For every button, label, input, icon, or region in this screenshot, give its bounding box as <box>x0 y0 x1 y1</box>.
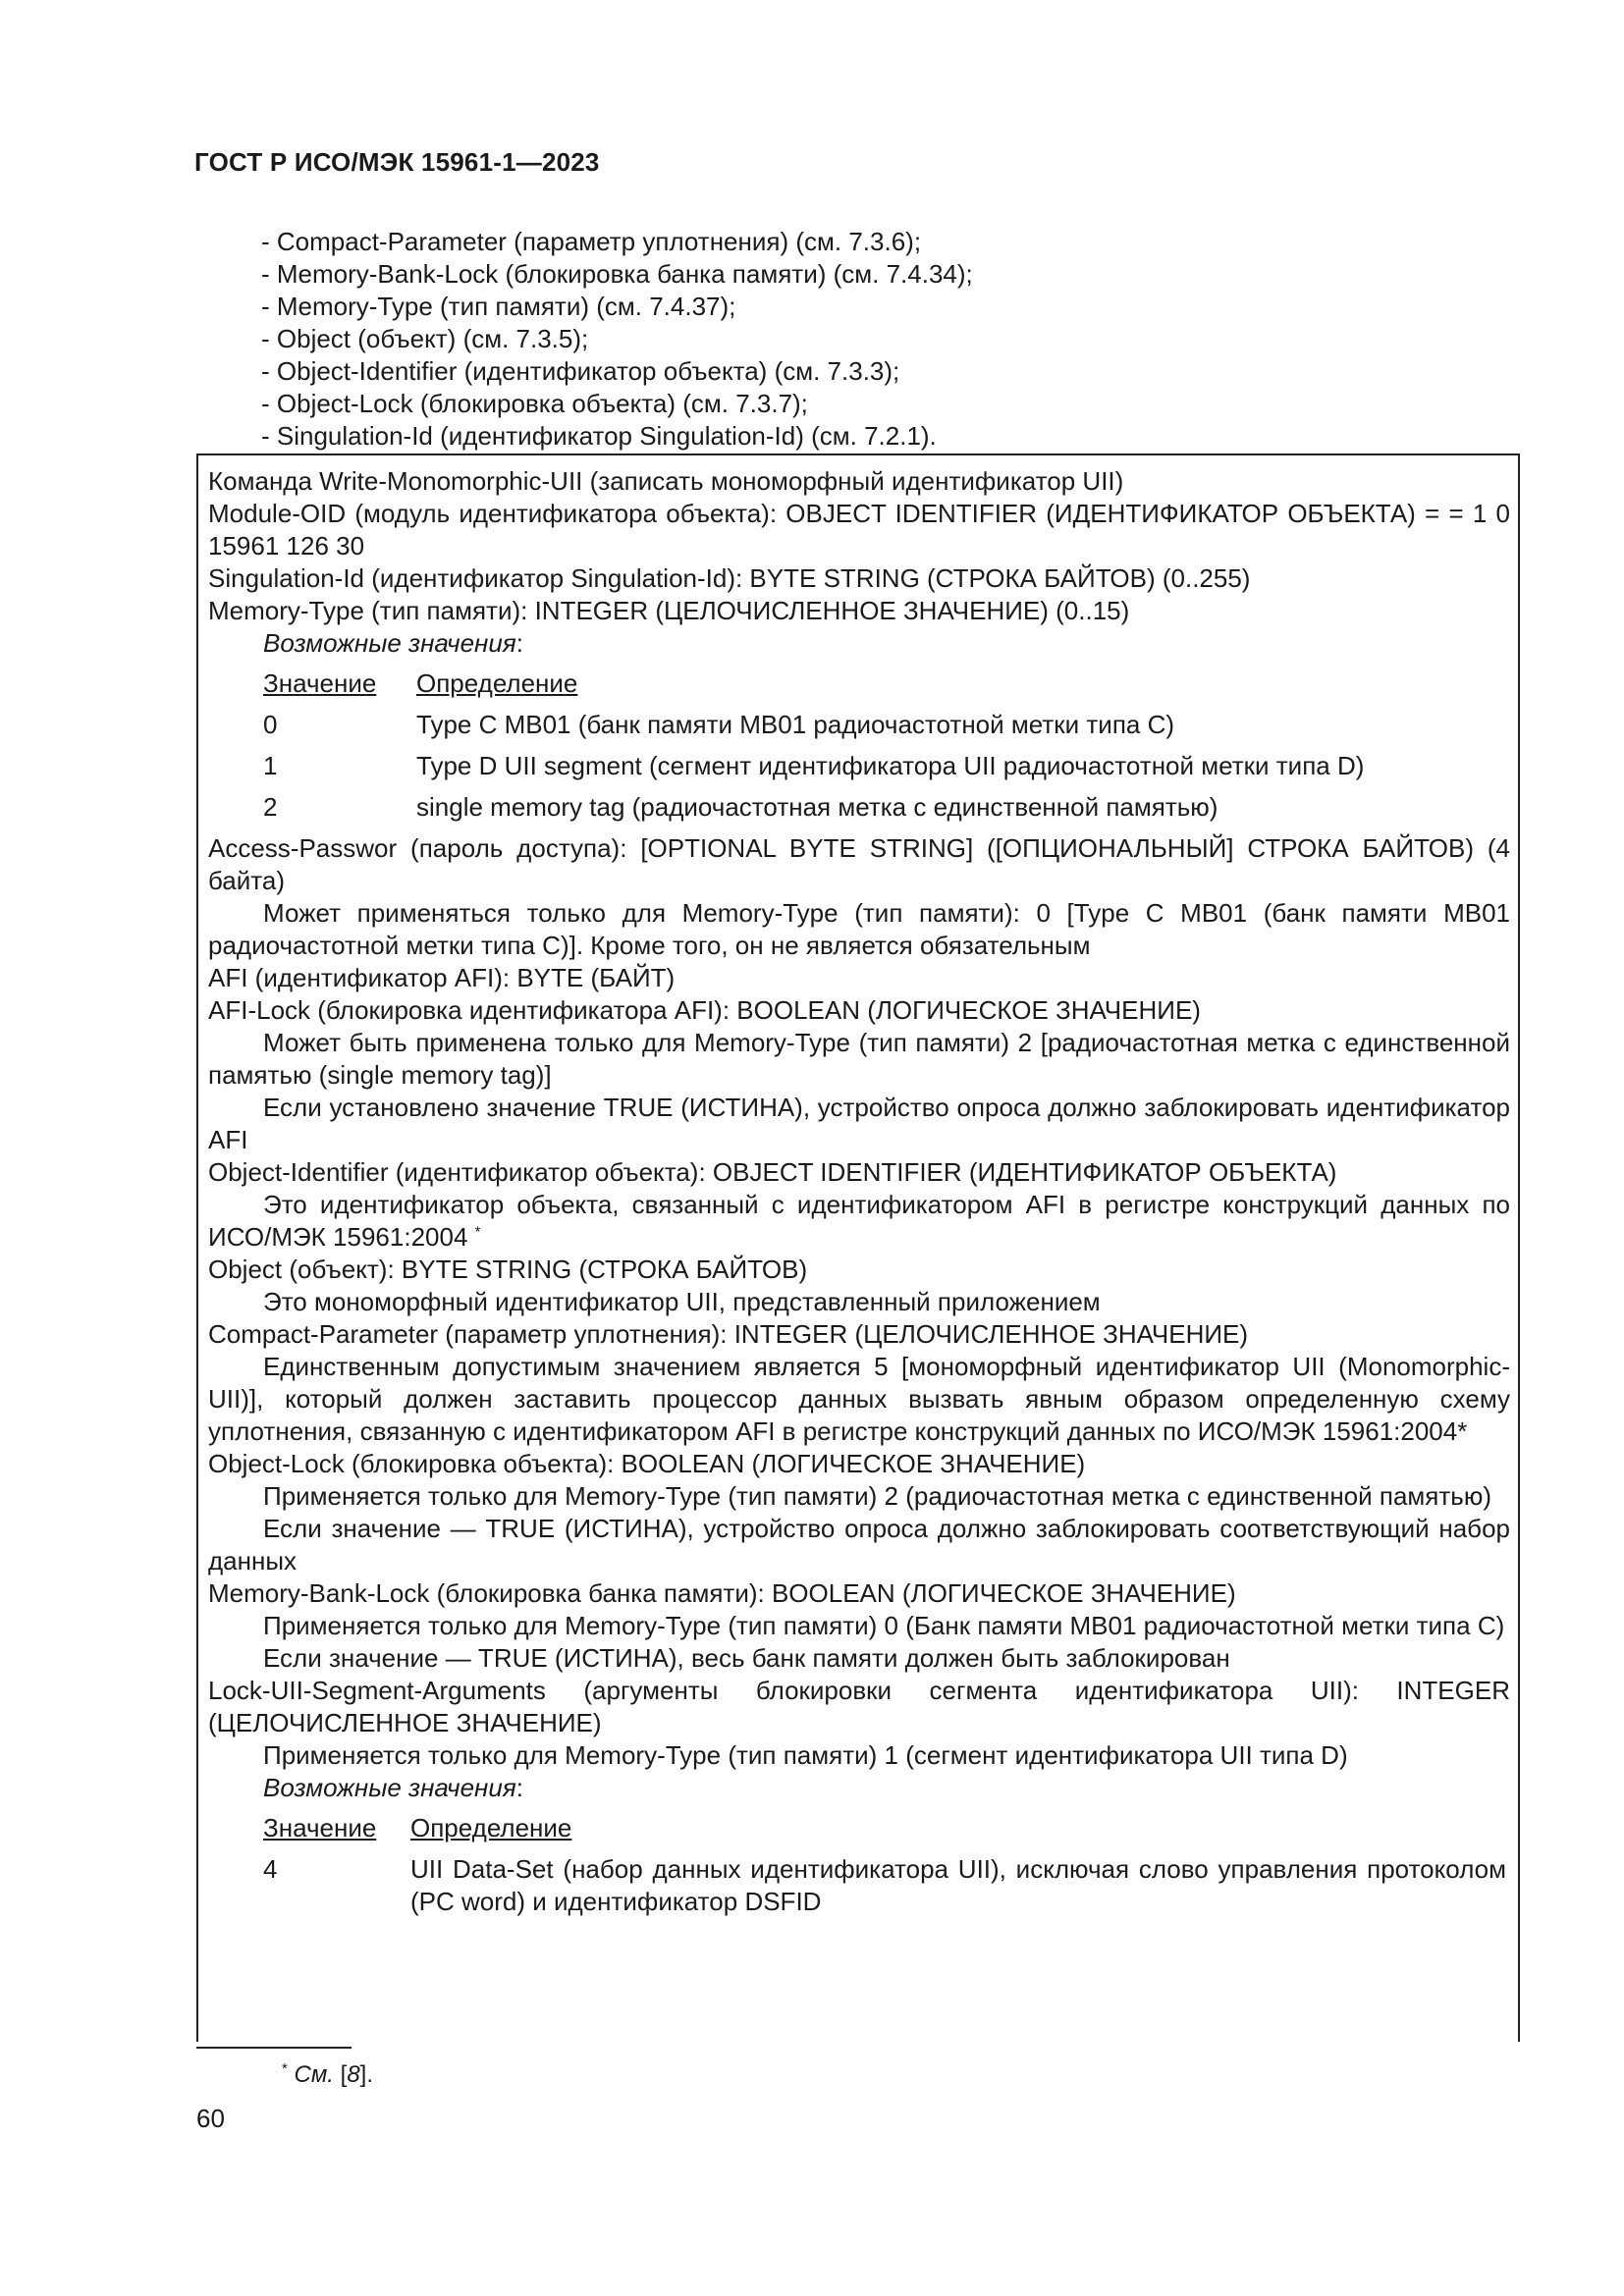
bullet-item: - Object-Lock (блокировка объекта) (см. 7.3.7); <box>261 389 808 418</box>
footnote-label: См. <box>294 2061 334 2088</box>
table-cell-value: 1 <box>263 751 278 780</box>
table-cell-definition: Type D UII segment (сегмент идентификатора UII радиочастотной метки типа D) <box>416 751 1365 780</box>
bullet-item: - Object-Identifier (идентификатор объекта) (см. 7.3.3); <box>261 356 900 386</box>
bullet-item: - Memory-Type (тип памяти) (см. 7.4.37); <box>261 292 736 321</box>
column-header-value: Значение <box>263 668 377 698</box>
afi-line: AFI (идентификатор AFI): BYTE (БАЙТ) <box>208 963 676 992</box>
table-cell-value: 0 <box>263 710 278 739</box>
footnote-mark: * <box>282 2060 288 2077</box>
table-row <box>208 791 1510 824</box>
object-lock-note: Применяется только для Memory-Type (тип памяти) 2 (радиочастотная метка с единственной памятью) <box>263 1481 1491 1511</box>
afi-lock-note: Может быть применена только для Memory-Type (тип памяти) 2 [радиочастотная метка с единственной памятью (single memory tag)] <box>208 1028 1510 1090</box>
table-row <box>208 709 1510 741</box>
page-header: ГОСТ Р ИСО/МЭК 15961-1—2023 <box>194 147 600 177</box>
footnote-ref-text: [8] <box>340 2061 367 2088</box>
table-header-row <box>208 1812 1510 1844</box>
object-lock-note-2: Если значение — TRUE (ИСТИНА), устройство опроса должно заблокировать соответствующий набор данных <box>208 1514 1510 1575</box>
bullet-item: - Memory-Bank-Lock (блокировка банка памяти) (см. 7.4.34); <box>261 259 973 289</box>
table-row <box>208 1853 1510 1918</box>
table-cell-definition: Type C MB01 (банк памяти MB01 радиочастотной метки типа C) <box>416 710 1175 739</box>
object-note: Это мономорфный идентификатор UII, представленный приложением <box>263 1287 1101 1316</box>
memory-bank-lock-note-2: Если значение — TRUE (ИСТИНА), весь банк памяти должен быть заблокирован <box>263 1643 1230 1673</box>
table-cell-definition: single memory tag (радиочастотная метка с единственной памятью) <box>416 792 1218 822</box>
compact-parameter-note: Единственным допустимым значением является 5 [мономорфный идентификатор UII (Monomorphic-UII)], который должен заставить процессор данных вызвать явным образом определенную схему уплотнения, связанную с идентификатором AFI в регистре конструкций данных по ИСО/МЭК 15961:2004* <box>208 1352 1510 1446</box>
asn-definition-box <box>196 454 1520 2042</box>
compact-parameter-line: Compact-Parameter (параметр уплотнения): INTEGER (ЦЕЛОЧИСЛЕННОЕ ЗНАЧЕНИЕ) <box>208 1319 1249 1349</box>
object-identifier-line: Object-Identifier (идентификатор объекта): OBJECT IDENTIFIER (ИДЕНТИФИКАТОР ОБЪЕКТА) <box>208 1157 1337 1187</box>
object-lock-line: Object-Lock (блокировка объекта): BOOLEAN (ЛОГИЧЕСКОЕ ЗНАЧЕНИЕ) <box>208 1449 1086 1478</box>
lock-uii-segment-note: Применяется только для Memory-Type (тип памяти) 1 (сегмент идентификатора UII типа D) <box>263 1740 1348 1770</box>
page-number: 60 <box>196 2104 225 2133</box>
table-cell-value: 2 <box>263 792 278 822</box>
column-header-definition: Определение <box>410 1813 572 1842</box>
bullet-list <box>261 226 1538 453</box>
footnote-separator <box>196 2047 352 2049</box>
memory-type-values-table <box>208 667 1510 824</box>
lock-segment-values-table <box>208 1812 1510 1918</box>
object-line: Object (объект): BYTE STRING (СТРОКА БАЙТОВ) <box>208 1255 808 1284</box>
table-cell-value: 4 <box>263 1854 278 1884</box>
footnote: * См. [8]. <box>282 2060 374 2088</box>
memory-type-line: Memory-Type (тип памяти): INTEGER (ЦЕЛОЧИСЛЕННОЕ ЗНАЧЕНИЕ) (0..15) <box>208 596 1130 625</box>
afi-lock-line: AFI-Lock (блокировка идентификатора AFI): BOOLEAN (ЛОГИЧЕСКОЕ ЗНАЧЕНИЕ) <box>208 995 1201 1025</box>
table-header-row <box>208 667 1510 700</box>
afi-lock-note-2: Если установлено значение TRUE (ИСТИНА), устройство опроса должно заблокировать идентификатор AFI <box>208 1093 1510 1154</box>
access-password-line: Access-Passwor (пароль доступа): [OPTIONAL BYTE STRING] ([ОПЦИОНАЛЬНЫЙ] СТРОКА БАЙТОВ) (4 байта) <box>208 833 1510 895</box>
possible-values-label: Возможные значения: <box>263 628 523 658</box>
singulation-id-line: Singulation-Id (идентификатор Singulation-Id): BYTE STRING (СТРОКА БАЙТОВ) (0..255) <box>208 563 1251 593</box>
bullet-item: - Compact-Parameter (параметр уплотнения) (см. 7.3.6); <box>261 227 922 256</box>
memory-bank-lock-note: Применяется только для Memory-Type (тип памяти) 0 (Банк памяти MB01 радиочастотной метки типа C) <box>263 1611 1505 1640</box>
column-header-definition: Определение <box>416 668 578 698</box>
footnote-ref: * <box>474 1223 481 1241</box>
access-password-note: Может применяться только для Memory-Type (тип памяти): 0 [Type C MB01 (банк памяти MB01 радиочастотной метки типа C)]. Кроме того, он не является обязательным <box>208 898 1510 960</box>
column-header-value: Значение <box>263 1813 377 1842</box>
bullet-item: - Object (объект) (см. 7.3.5); <box>261 324 589 353</box>
object-identifier-note: Это идентификатор объекта, связанный с идентификатором AFI в регистре конструкций данных по ИСО/МЭК 15961:2004 * <box>208 1190 1510 1252</box>
lock-uii-segment-line: Lock-UII-Segment-Arguments (аргументы блокировки сегмента идентификатора UII): INTEGER (ЦЕЛОЧИСЛЕННОЕ ЗНАЧЕНИЕ) <box>208 1676 1510 1737</box>
module-oid-line: Module-OID (модуль идентификатора объекта): OBJECT IDENTIFIER (ИДЕНТИФИКАТОР ОБЪЕКТА) = = 1 0 15961 126 30 <box>208 499 1510 561</box>
bullet-item: - Singulation-Id (идентификатор Singulation-Id) (см. 7.2.1). <box>261 421 937 451</box>
command-title: Команда Write-Monomorphic-UII (записать мономорфный идентификатор UII) <box>208 466 1124 496</box>
possible-values-label-2: Возможные значения: <box>263 1773 523 1802</box>
table-row <box>208 750 1510 782</box>
asn-definition-content <box>208 465 1510 1927</box>
table-cell-definition: UII Data-Set (набор данных идентификатора UII), исключая слово управления протоколом (PC word) и идентификатор DSFID <box>410 1854 1506 1916</box>
memory-bank-lock-line: Memory-Bank-Lock (блокировка банка памяти): BOOLEAN (ЛОГИЧЕСКОЕ ЗНАЧЕНИЕ) <box>208 1578 1236 1608</box>
